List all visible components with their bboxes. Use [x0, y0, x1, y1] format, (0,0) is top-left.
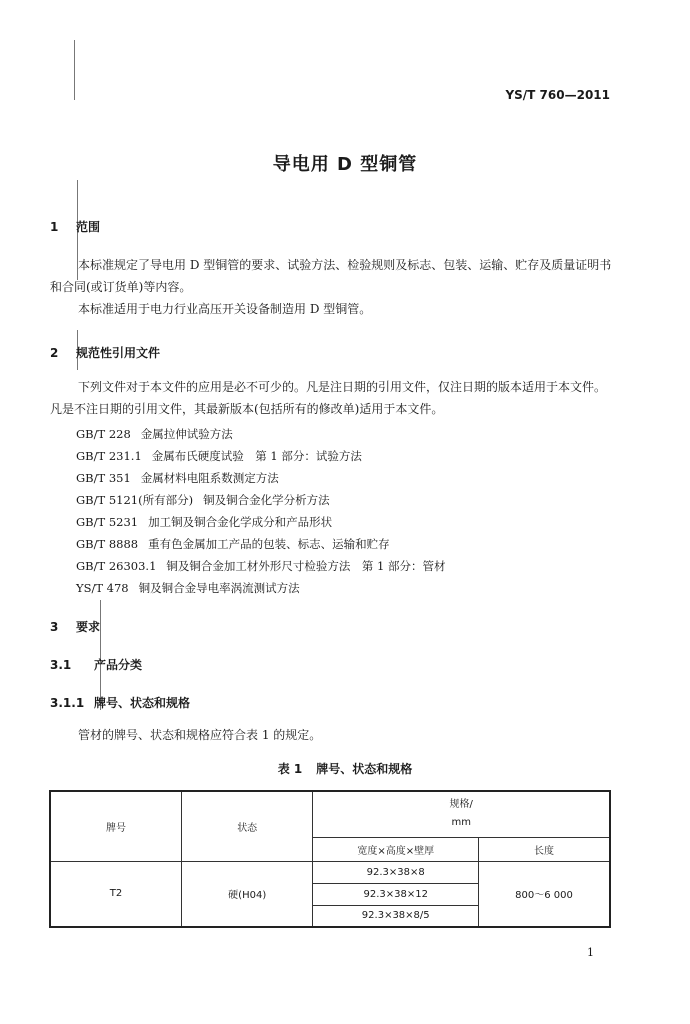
cell-length: 800～6 000 [479, 861, 611, 927]
section-3-1-heading [50, 656, 142, 673]
section-title: 规范性引用文件 [76, 346, 161, 360]
header-spec [313, 791, 610, 837]
scope-paragraph-2: 本标准适用于电力行业高压开关设备制造用 D 型铜管。 [78, 302, 372, 316]
reference-item [76, 514, 332, 530]
header-spec-label: 规格/ [449, 799, 473, 811]
reference-item [76, 448, 362, 464]
section-number: 3.1.1 [50, 696, 85, 710]
reference-name: 金属布氏硬度试验 第 1 部分：试验方法 [151, 449, 362, 463]
page-number: 1 [587, 946, 594, 959]
normative-references-paragraph: 下列文件对于本文件的应用是必不可少的。凡是注日期的引用文件，仅注日期的版本适用于本文件。凡是不注日期的引用文件，其最新版本(包括所有的修改单)适用于本文件。 [50, 380, 607, 416]
scan-artifact-line [74, 40, 75, 100]
reference-code: GB/T 26303.1 [76, 559, 157, 573]
reference-name: 铜及铜合金化学分析方法 [203, 493, 330, 507]
reference-item [76, 580, 300, 596]
cell-grade: T2 [50, 861, 181, 927]
reference-name: 加工铜及铜合金化学成分和产品形状 [148, 515, 333, 529]
cell-dimensions: 92.3×38×8/5 [313, 905, 479, 927]
reference-name: 铜及铜合金加工材外形尺寸检验方法 第 1 部分：管材 [166, 559, 446, 573]
table-number: 表 1 [277, 762, 303, 776]
reference-name: 金属拉伸试验方法 [140, 427, 233, 441]
reference-item [76, 558, 446, 574]
section-3-heading [50, 618, 100, 635]
header-spec-unit: mm [451, 817, 471, 829]
cell-temper: 硬(H04) [181, 861, 313, 927]
document-title: 导电用 D 型铜管 [272, 154, 418, 175]
table-caption [0, 760, 690, 777]
section-2-heading [50, 344, 160, 361]
section-1-heading [50, 218, 100, 235]
reference-name: 金属材料电阻系数测定方法 [140, 471, 279, 485]
reference-item [76, 470, 279, 486]
table-reference-paragraph: 管材的牌号、状态和规格应符合表 1 的规定。 [78, 728, 322, 742]
section-title: 要求 [76, 620, 101, 634]
section-number: 3.1 [50, 658, 72, 672]
header-length: 长度 [479, 837, 611, 861]
reference-code: GB/T 231.1 [76, 449, 142, 463]
section-number: 1 [50, 220, 59, 234]
reference-name: 重有色金属加工产品的包装、标志、运输和贮存 [148, 537, 390, 551]
reference-code: YS/T 478 [76, 581, 129, 595]
standard-code: YS/T 760—2011 [505, 88, 610, 102]
section-number: 2 [50, 346, 59, 360]
header-temper: 状态 [181, 791, 313, 861]
reference-code: GB/T 8888 [76, 537, 139, 551]
reference-item [76, 536, 390, 552]
section-title: 范围 [76, 220, 101, 234]
reference-code: GB/T 228 [76, 427, 131, 441]
reference-code: GB/T 351 [76, 471, 131, 485]
cell-dimensions: 92.3×38×12 [313, 883, 479, 905]
reference-item [76, 492, 330, 508]
scope-paragraph-1: 本标准规定了导电用 D 型铜管的要求、试验方法、检验规则及标志、包装、运输、贮存及质量证明书和合同(或订货单)等内容。 [50, 258, 612, 294]
table-title: 牌号、状态和规格 [316, 762, 413, 776]
header-dimensions: 宽度×高度×壁厚 [313, 837, 479, 861]
section-title: 牌号、状态和规格 [94, 696, 191, 710]
reference-name: 铜及铜合金导电率涡流测试方法 [138, 581, 300, 595]
reference-item [76, 426, 233, 442]
reference-code: GB/T 5121(所有部分) [76, 493, 194, 507]
spec-table [49, 790, 611, 928]
section-3-1-1-heading [50, 694, 190, 711]
header-grade: 牌号 [50, 791, 181, 861]
section-title: 产品分类 [94, 658, 143, 672]
reference-code: GB/T 5231 [76, 515, 139, 529]
cell-dimensions: 92.3×38×8 [313, 861, 479, 883]
section-number: 3 [50, 620, 59, 634]
